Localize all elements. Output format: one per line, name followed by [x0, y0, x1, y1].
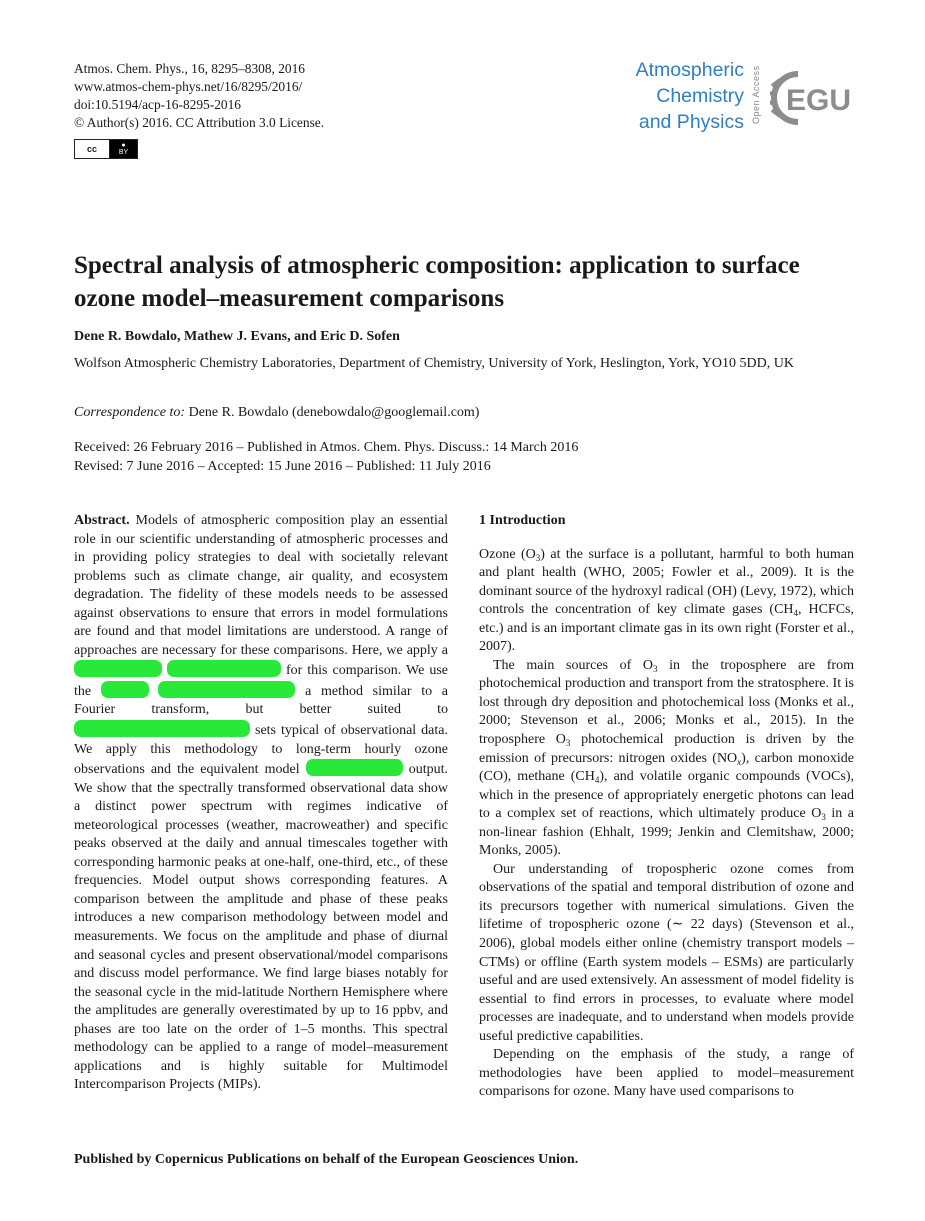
introduction-column [479, 512, 854, 1102]
redaction-highlight [167, 660, 281, 677]
journal-logo-text [636, 57, 744, 135]
journal-name-line-1: Atmospheric [635, 59, 744, 81]
journal-name-line-2: Chemistry [656, 85, 744, 107]
redaction-highlight [74, 720, 250, 737]
abstract-text-3: a method similar to a Fourier transform, but better suited to [74, 683, 448, 718]
abstract-column [74, 512, 448, 1095]
by-label: BY [118, 149, 129, 156]
publication-dates [74, 439, 578, 476]
correspondence-label: Correspondence to: [74, 405, 186, 420]
dates-line-2: Revised: 7 June 2016 – Accepted: 15 June 2016 – Published: 11 July 2016 [74, 458, 491, 474]
journal-reference: Atmos. Chem. Phys., 16, 8295–8308, 2016 [74, 61, 306, 76]
abstract-paragraph [74, 512, 448, 1095]
redaction-highlight [306, 759, 403, 776]
correspondence-line [74, 405, 479, 421]
correspondence-contact[interactable]: Dene R. Bowdalo (denebowdalo@googlemail.com) [185, 405, 480, 420]
cc-mark: cc [75, 140, 110, 158]
dates-line-1: Received: 26 February 2016 – Published in Atmos. Chem. Phys. Discuss.: 14 March 2016 [74, 440, 579, 455]
author-list: Dene R. Bowdalo, Mathew J. Evans, and Eric D. Sofen [74, 329, 400, 344]
egu-text: EGU [786, 84, 852, 117]
cc-by-license-icon[interactable] [74, 139, 138, 159]
paper-title: Spectral analysis of atmospheric composition: application to surface ozone model–measurement comparisons [74, 252, 800, 312]
article-url[interactable]: www.atmos-chem-phys.net/16/8295/2016/ [74, 79, 303, 94]
license-line: © Author(s) 2016. CC Attribution 3.0 License. [74, 115, 325, 130]
intro-paragraph-4: Depending on the emphasis of the study, a range of methodologies have been applied to model–measurement comparisons for ozone. Many have used comparisons to [479, 1047, 854, 1100]
publisher-footer: Published by Copernicus Publications on behalf of the European Geosciences Union. [74, 1152, 579, 1167]
abstract-text-5: output. We show that the spectrally transformed observational data show a distinct power spectrum with regimes indicative of meteorological processes (weather, macroweather) and specific peaks observed at the daily and annual timescales together with corresponding harmonic peaks at one-half, one-third, etc., of these frequencies. Model output shows corresponding features. A comparison between the amplitude and phase of these peaks introduces a new comparison methodology between model and measurements. We focus on the amplitude and phase of diurnal and seasonal cycles and present observational/model comparisons and discuss model performance. We find large biases notably for the seasonal cycle in the mid-latitude Northern Hemisphere where the amplitudes are generally overestimated by up to 16 ppbv, and phases are too late on the order of 1–5 months. This spectral methodology can be applied to a range of model–measurement applications and is highly suitable for Multimodel Intercomparison Projects (MIPs). [74, 762, 449, 1093]
egu-logo-icon [770, 66, 856, 130]
person-icon: ● [121, 142, 126, 149]
redaction-highlight [158, 681, 295, 698]
abstract-text-4: sets typical of observational data. We apply this methodology to long-term hourly ozone observations and the equivalent model [74, 723, 448, 778]
article-doi[interactable]: doi:10.5194/acp-16-8295-2016 [74, 97, 241, 112]
intro-paragraph-3: Our understanding of tropospheric ozone comes from observations of the spatial and temporal distribution of ozone and its precursors together with numerical simulations. Given the lifetime of tropospheric ozone (∼ 22 days) (Stevenson et al., 2006), global models either online (chemistry transport models – CTMs) or offline (Earth system models – ESMs) are particularly useful and are used extensively. An assessment of model fidelity is essential to find errors in processes, to evaluate where model processes are inadequate, and to understand when models provide useful predictive capabilities. [479, 861, 854, 1044]
intro-paragraph-2: The main sources of $O_3$ in the troposphere are from photochemical production and transport from the stratosphere. It is lost through dry deposition and photochemical loss (Monks et al., 2000; Stevenson et al., 2006; Monks et al., 2015). In the troposphere $O_3$ photochemical production is driven by the emission of precursors: nitrogen oxides $(NO_x)$, carbon monoxide (CO), methane $(CH_4)$, and volatile organic compounds (VOCs), which in the presence of appropriately energetic photons can lead to a complex set of reactions, which ultimately produce $O_3$ in a non-linear fashion (Ehhalt, 1999; Jenkin and Clemitshaw, 2000; Monks, 2005). [479, 657, 854, 859]
abstract-text-2: for this comparison. We use the [74, 663, 448, 699]
redaction-highlight [101, 681, 149, 698]
abstract-text-1: Models of atmospheric composition play an essential role in our scientific understanding of atmospheric processes and in providing policy strategies to deal with societally relevant problems such as climate change, air quality, and ecosystem degradation. The fidelity of these models needs to be assessed against observations to ensure that errors in model formulations are found and that model limitations are understood. A range of approaches are necessary for these comparisons. Here, we apply a [74, 513, 448, 658]
journal-name-line-3: and Physics [638, 111, 744, 133]
redaction-highlight [74, 660, 162, 677]
abstract-label: Abstract. [74, 513, 130, 528]
citation-header [74, 60, 324, 132]
author-affiliation: Wolfson Atmospheric Chemistry Laboratories, Department of Chemistry, University of York, Heslington, York, YO10 5DD, UK [74, 356, 794, 371]
intro-paragraph-1: Ozone $(O_3)$ at the surface is a pollutant, harmful to both human and plant health (WHO, 2005; Fowler et al., 2009). It is the dominant source of the hydroxyl radical (OH) (Levy, 1972), which controls the concentration of key climate gases ($CH_4$, HCFCs, etc.) and is an important climate gas in its own right (Forster et al., 2007). [479, 546, 855, 655]
attribution-mark [110, 140, 137, 158]
open-access-label: Open Access [751, 65, 761, 125]
section-heading-introduction: 1 Introduction [479, 513, 566, 528]
